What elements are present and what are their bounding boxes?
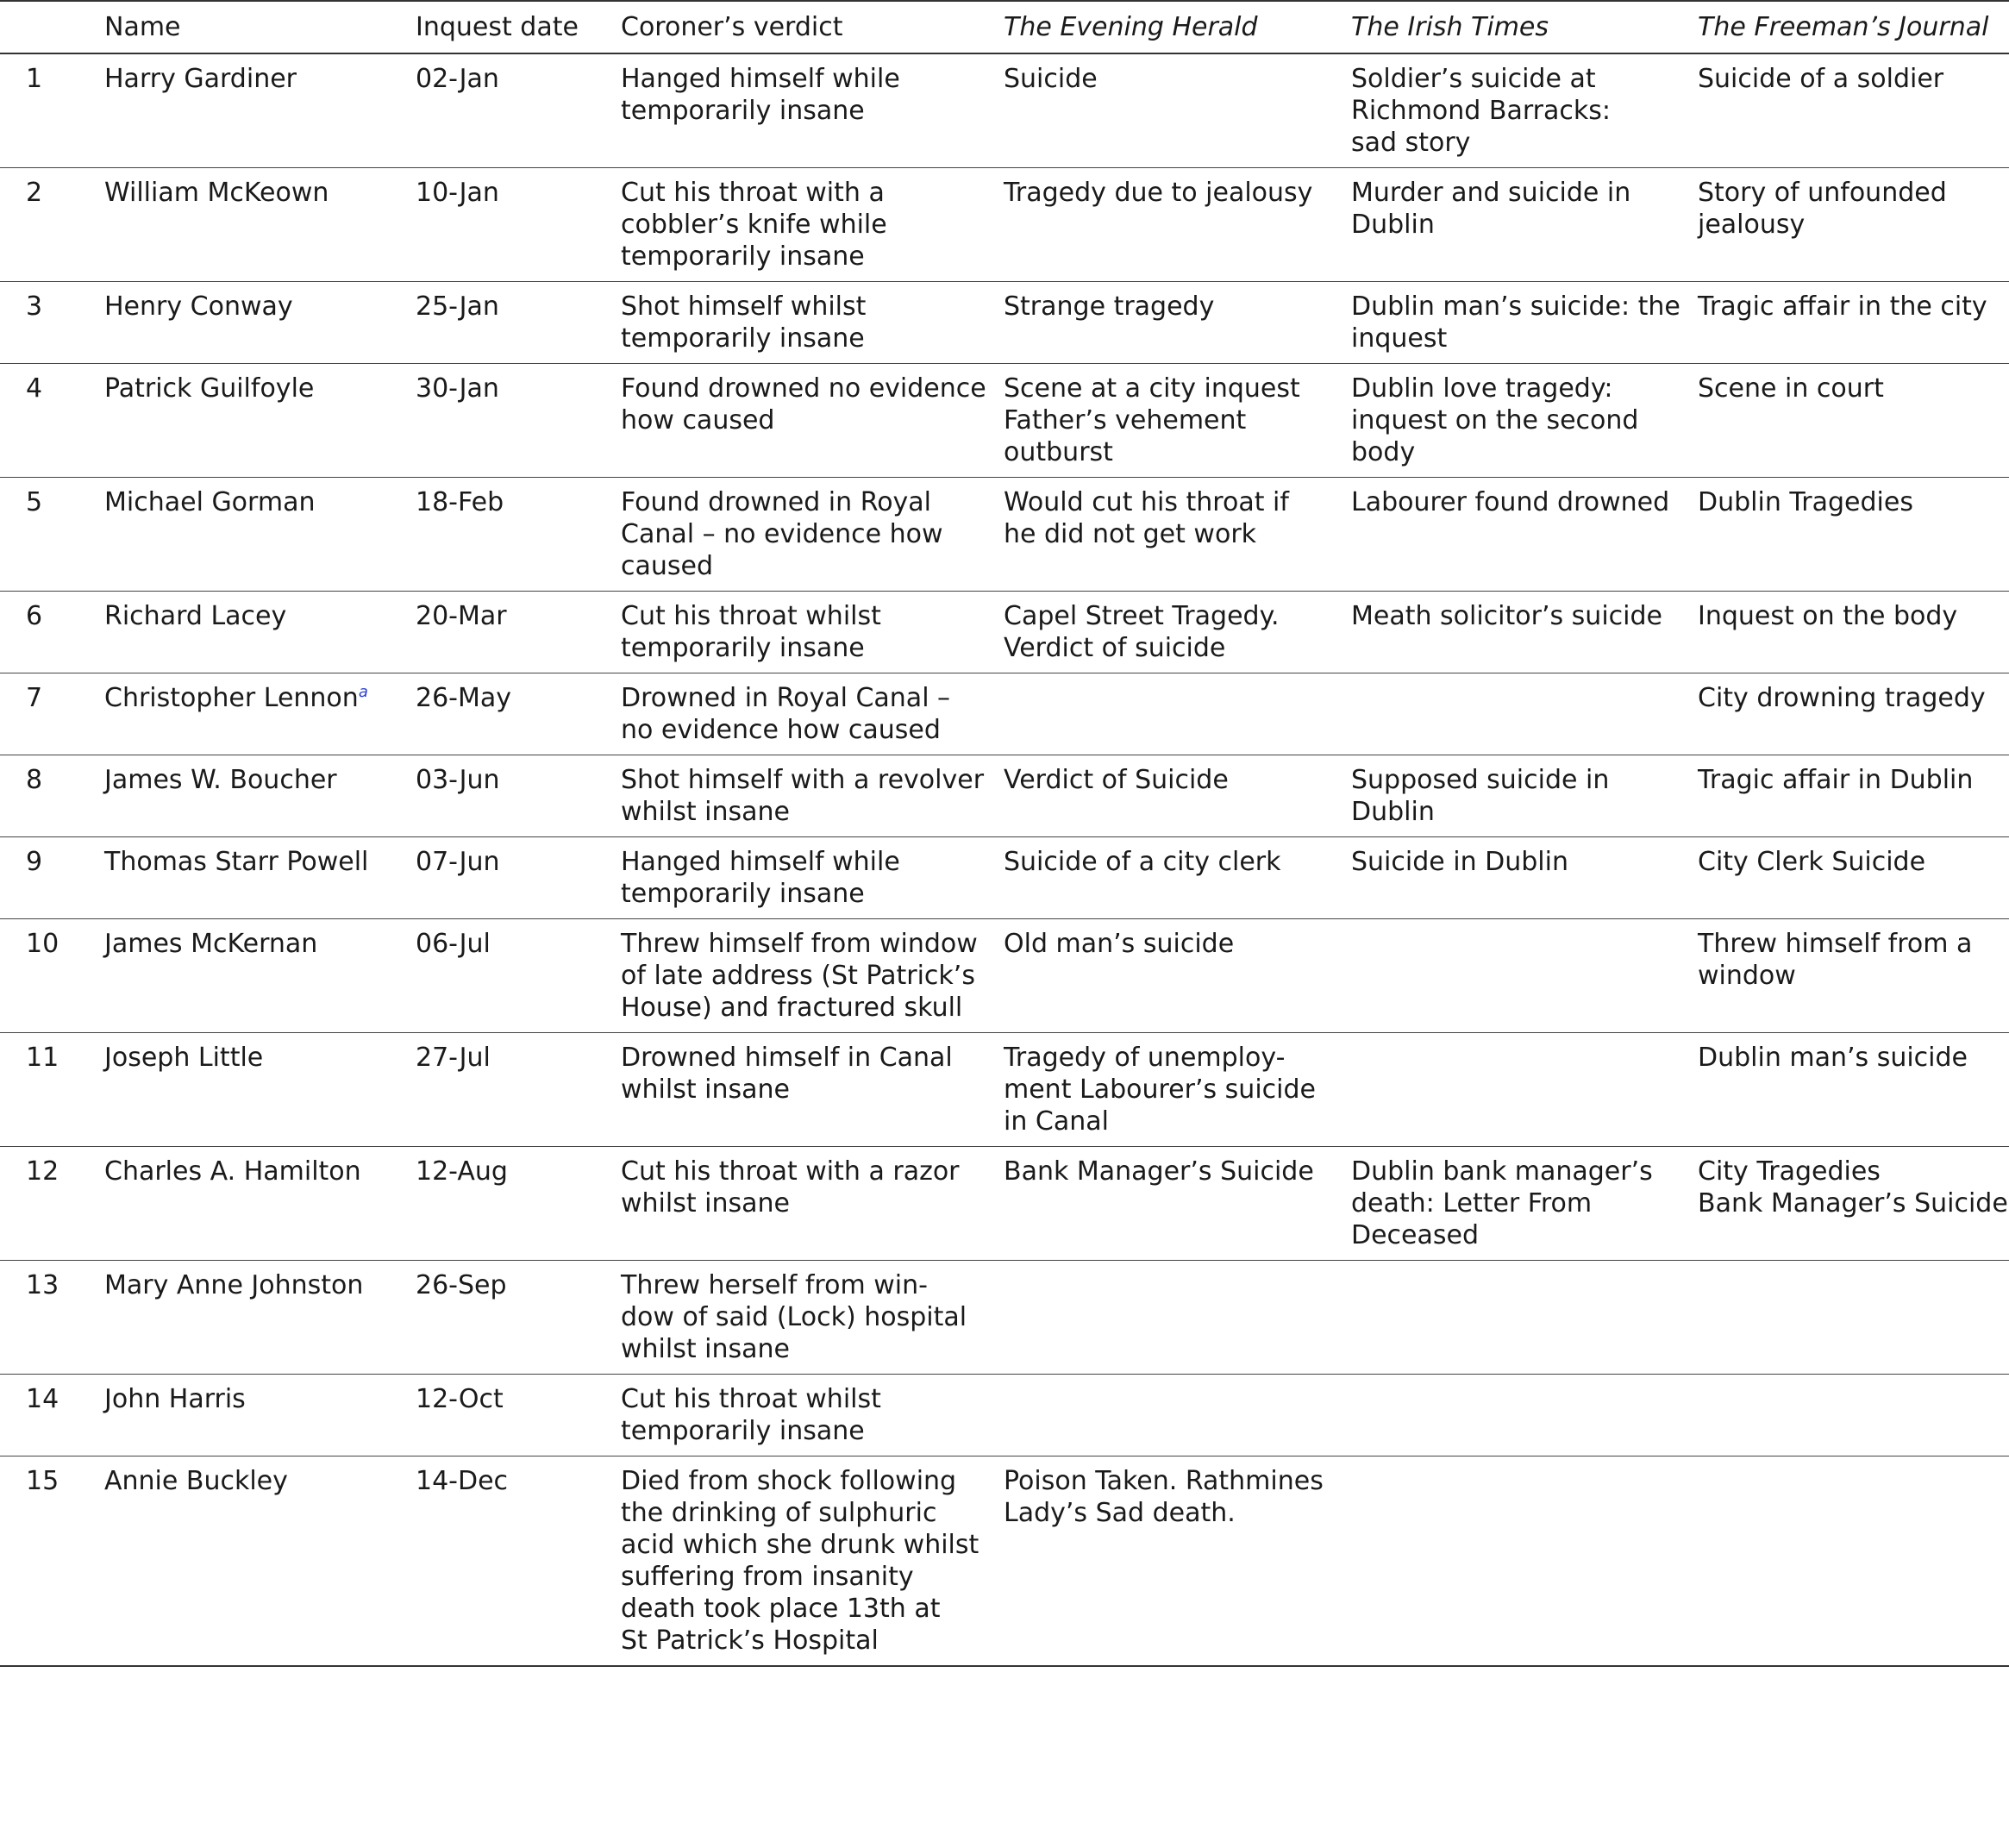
row-evening-herald: Bank Manager’s Suicide <box>1004 1156 1314 1187</box>
table-row <box>0 592 2009 673</box>
row-evening-herald-cell <box>1004 755 1351 837</box>
row-number-cell <box>0 755 104 837</box>
row-number-cell <box>0 1261 104 1375</box>
row-name: Harry Gardiner <box>104 64 297 94</box>
row-evening-herald-cell <box>1004 1375 1351 1456</box>
row-number: 9 <box>26 847 43 877</box>
row-number: 8 <box>26 765 43 795</box>
row-inquest-date-cell <box>416 1147 621 1261</box>
row-freemans-journal: Dublin man’s suicide <box>1698 1043 1968 1073</box>
row-name-cell <box>104 282 416 364</box>
row-name-cell <box>104 1147 416 1261</box>
row-inquest-date-cell <box>416 673 621 755</box>
row-freemans-journal-cell <box>1698 919 2009 1033</box>
row-number-cell <box>0 1456 104 1667</box>
row-irish-times: Suicide in Dublin <box>1351 847 1568 877</box>
row-coroners-verdict: Threw himself from window of late address (St Patrick’s House) and fractured skull <box>621 929 978 1023</box>
row-freemans-journal-cell <box>1698 1375 2009 1456</box>
row-evening-herald: Would cut his throat if he did not get work <box>1004 487 1289 549</box>
row-freemans-journal: Scene in court <box>1698 373 1884 404</box>
row-name: Thomas Starr Powell <box>104 847 369 877</box>
row-irish-times-cell <box>1351 673 1698 755</box>
row-irish-times-cell <box>1351 1456 1698 1667</box>
row-number-cell <box>0 168 104 282</box>
row-name: Patrick Guilfoyle <box>104 373 315 404</box>
row-freemans-journal-cell <box>1698 673 2009 755</box>
row-irish-times-cell <box>1351 755 1698 837</box>
row-freemans-journal-cell <box>1698 282 2009 364</box>
row-inquest-date: 12-Oct <box>416 1384 504 1414</box>
row-inquest-date: 14-Dec <box>416 1466 509 1496</box>
row-coroners-verdict: Cut his throat whilst temporarily insane <box>621 1384 881 1446</box>
row-coroners-verdict-cell <box>621 919 1004 1033</box>
row-coroners-verdict-cell <box>621 592 1004 673</box>
row-name-cell <box>104 1375 416 1456</box>
table-row <box>0 364 2009 478</box>
row-freemans-journal: Inquest on the body <box>1698 601 1958 631</box>
row-inquest-date-cell <box>416 592 621 673</box>
row-coroners-verdict-cell <box>621 282 1004 364</box>
row-inquest-date: 26-May <box>416 683 512 713</box>
row-irish-times-cell <box>1351 53 1698 168</box>
row-inquest-date-cell <box>416 168 621 282</box>
row-coroners-verdict-cell <box>621 53 1004 168</box>
row-freemans-journal: City Tragedies Bank Manager’s Suicide <box>1698 1156 2008 1218</box>
row-freemans-journal: Story of unfounded jealousy <box>1698 178 1947 240</box>
row-coroners-verdict: Found drowned in Royal Canal – no evidence how caused <box>621 487 943 581</box>
row-evening-herald: Poison Taken. Rathmines Lady’s Sad death. <box>1004 1466 1324 1528</box>
row-freemans-journal-cell <box>1698 478 2009 592</box>
footnote-marker[interactable]: a <box>358 683 368 701</box>
row-name-cell <box>104 673 416 755</box>
row-irish-times: Soldier’s suicide at Richmond Barracks: sad story <box>1351 64 1611 158</box>
table-row <box>0 1456 2009 1667</box>
row-name: William McKeown <box>104 178 329 208</box>
row-name-cell <box>104 1456 416 1667</box>
row-freemans-journal-cell <box>1698 1147 2009 1261</box>
row-name-cell <box>104 1261 416 1375</box>
row-irish-times-cell <box>1351 1375 1698 1456</box>
table-row <box>0 1261 2009 1375</box>
row-coroners-verdict: Found drowned no evidence how caused <box>621 373 986 435</box>
row-name-cell <box>104 478 416 592</box>
row-irish-times: Dublin love tragedy: inquest on the second body <box>1351 373 1639 467</box>
row-freemans-journal-cell <box>1698 1033 2009 1147</box>
row-number: 12 <box>26 1156 59 1187</box>
row-name: Christopher Lennon <box>104 683 359 713</box>
row-coroners-verdict: Cut his throat with a cobbler’s knife while temporarily insane <box>621 178 887 272</box>
table-row <box>0 755 2009 837</box>
row-evening-herald-cell <box>1004 478 1351 592</box>
row-evening-herald-cell <box>1004 168 1351 282</box>
row-coroners-verdict-cell <box>621 168 1004 282</box>
row-name: Richard Lacey <box>104 601 287 631</box>
row-inquest-date: 18-Feb <box>416 487 504 517</box>
row-coroners-verdict: Shot himself whilst temporarily insane <box>621 291 867 354</box>
row-freemans-journal: Dublin Tragedies <box>1698 487 1913 517</box>
row-irish-times: Labourer found drowned <box>1351 487 1670 517</box>
row-name-cell <box>104 592 416 673</box>
row-coroners-verdict-cell <box>621 755 1004 837</box>
row-irish-times-cell <box>1351 1033 1698 1147</box>
row-name-cell <box>104 1033 416 1147</box>
row-inquest-date: 26-Sep <box>416 1270 507 1300</box>
row-irish-times: Murder and suicide in Dublin <box>1351 178 1631 240</box>
row-evening-herald-cell <box>1004 282 1351 364</box>
row-freemans-journal-cell <box>1698 755 2009 837</box>
row-number-cell <box>0 282 104 364</box>
table-row <box>0 168 2009 282</box>
row-number: 10 <box>26 929 59 959</box>
row-coroners-verdict-cell <box>621 364 1004 478</box>
row-evening-herald: Old man’s suicide <box>1004 929 1235 959</box>
row-freemans-journal-cell <box>1698 53 2009 168</box>
row-evening-herald: Tragedy of unemploy- ment Labourer’s suicide in Canal <box>1004 1043 1316 1137</box>
row-inquest-date-cell <box>416 1456 621 1667</box>
table-row <box>0 478 2009 592</box>
row-number-cell <box>0 837 104 919</box>
row-name-cell <box>104 919 416 1033</box>
row-coroners-verdict-cell <box>621 1261 1004 1375</box>
row-inquest-date: 10-Jan <box>416 178 499 208</box>
row-number-cell <box>0 1375 104 1456</box>
row-number-cell <box>0 364 104 478</box>
row-evening-herald: Capel Street Tragedy. Verdict of suicide <box>1004 601 1280 663</box>
row-evening-herald-cell <box>1004 1456 1351 1667</box>
row-evening-herald: Suicide of a city clerk <box>1004 847 1281 877</box>
header-irish-times: The Irish Times <box>1351 1 1698 53</box>
table-row <box>0 673 2009 755</box>
row-irish-times: Dublin man’s suicide: the inquest <box>1351 291 1680 354</box>
row-number-cell <box>0 919 104 1033</box>
table-header <box>0 1 2009 53</box>
row-inquest-date: 03-Jun <box>416 765 500 795</box>
row-evening-herald-cell <box>1004 837 1351 919</box>
row-irish-times-cell <box>1351 478 1698 592</box>
table-row <box>0 1033 2009 1147</box>
row-inquest-date: 30-Jan <box>416 373 499 404</box>
row-coroners-verdict-cell <box>621 1033 1004 1147</box>
row-irish-times-cell <box>1351 168 1698 282</box>
row-inquest-date-cell <box>416 364 621 478</box>
row-inquest-date-cell <box>416 282 621 364</box>
row-coroners-verdict-cell <box>621 1456 1004 1667</box>
row-number-cell <box>0 592 104 673</box>
row-coroners-verdict: Drowned himself in Canal whilst insane <box>621 1043 953 1105</box>
row-inquest-date-cell <box>416 53 621 168</box>
row-coroners-verdict: Died from shock following the drinking of sulphuric acid which she drunk whilst suffering from insanity death took place 13th at St Patrick’s Hospital <box>621 1466 979 1656</box>
row-evening-herald-cell <box>1004 592 1351 673</box>
table-row <box>0 53 2009 168</box>
row-evening-herald-cell <box>1004 53 1351 168</box>
row-evening-herald-cell <box>1004 1261 1351 1375</box>
row-coroners-verdict: Drowned in Royal Canal – no evidence how caused <box>621 683 951 745</box>
row-name-cell <box>104 53 416 168</box>
header-coroners-verdict: Coroner’s verdict <box>621 1 1004 53</box>
row-evening-herald-cell <box>1004 673 1351 755</box>
row-name-cell <box>104 755 416 837</box>
row-irish-times-cell <box>1351 837 1698 919</box>
row-irish-times: Meath solicitor’s suicide <box>1351 601 1662 631</box>
row-evening-herald: Suicide <box>1004 64 1098 94</box>
row-inquest-date-cell <box>416 919 621 1033</box>
row-number: 3 <box>26 291 43 322</box>
row-name: Charles A. Hamilton <box>104 1156 361 1187</box>
row-inquest-date-cell <box>416 837 621 919</box>
row-number-cell <box>0 478 104 592</box>
header-row <box>0 1 2009 53</box>
row-freemans-journal: City drowning tragedy <box>1698 683 1986 713</box>
row-evening-herald: Tragedy due to jealousy <box>1004 178 1313 208</box>
row-name: Joseph Little <box>104 1043 264 1073</box>
row-name: Mary Anne Johnston <box>104 1270 364 1300</box>
row-number: 15 <box>26 1466 59 1496</box>
row-coroners-verdict-cell <box>621 673 1004 755</box>
row-inquest-date-cell <box>416 478 621 592</box>
row-freemans-journal-cell <box>1698 168 2009 282</box>
row-freemans-journal-cell <box>1698 1456 2009 1667</box>
row-freemans-journal: Suicide of a soldier <box>1698 64 1944 94</box>
row-number: 2 <box>26 178 43 208</box>
row-inquest-date: 12-Aug <box>416 1156 508 1187</box>
row-number: 5 <box>26 487 43 517</box>
row-freemans-journal-cell <box>1698 364 2009 478</box>
row-name-cell <box>104 364 416 478</box>
row-number: 4 <box>26 373 43 404</box>
row-irish-times: Dublin bank manager’s death: Letter From Deceased <box>1351 1156 1653 1250</box>
row-name: John Harris <box>104 1384 246 1414</box>
row-coroners-verdict: Cut his throat with a razor whilst insane <box>621 1156 960 1218</box>
table-row <box>0 282 2009 364</box>
row-evening-herald: Strange tragedy <box>1004 291 1215 322</box>
row-inquest-date-cell <box>416 755 621 837</box>
row-freemans-journal: Tragic affair in Dublin <box>1698 765 1974 795</box>
table-row <box>0 1375 2009 1456</box>
row-coroners-verdict: Shot himself with a revolver whilst insane <box>621 765 985 827</box>
table-body <box>0 53 2009 1666</box>
row-coroners-verdict-cell <box>621 1375 1004 1456</box>
row-irish-times: Supposed suicide in Dublin <box>1351 765 1610 827</box>
row-inquest-date-cell <box>416 1033 621 1147</box>
table-row <box>0 1147 2009 1261</box>
row-name: Michael Gorman <box>104 487 316 517</box>
row-name: Annie Buckley <box>104 1466 288 1496</box>
row-irish-times-cell <box>1351 282 1698 364</box>
row-name: Henry Conway <box>104 291 293 322</box>
row-freemans-journal-cell <box>1698 837 2009 919</box>
row-number-cell <box>0 1033 104 1147</box>
row-number-cell <box>0 1147 104 1261</box>
row-coroners-verdict: Hanged himself while temporarily insane <box>621 847 900 909</box>
row-inquest-date: 27-Jul <box>416 1043 491 1073</box>
row-number: 14 <box>26 1384 59 1414</box>
row-freemans-journal-cell <box>1698 1261 2009 1375</box>
row-freemans-journal: Threw himself from a window <box>1698 929 1973 991</box>
table-row <box>0 919 2009 1033</box>
row-inquest-date-cell <box>416 1261 621 1375</box>
header-evening-herald: The Evening Herald <box>1004 1 1351 53</box>
row-evening-herald-cell <box>1004 919 1351 1033</box>
row-number: 13 <box>26 1270 59 1300</box>
row-evening-herald-cell <box>1004 1147 1351 1261</box>
row-freemans-journal-cell <box>1698 592 2009 673</box>
row-name: James W. Boucher <box>104 765 337 795</box>
row-name: James McKernan <box>104 929 318 959</box>
row-name-cell <box>104 837 416 919</box>
row-evening-herald-cell <box>1004 1033 1351 1147</box>
row-number: 7 <box>26 683 43 713</box>
header-name: Name <box>104 1 416 53</box>
row-inquest-date-cell <box>416 1375 621 1456</box>
row-irish-times-cell <box>1351 919 1698 1033</box>
row-coroners-verdict-cell <box>621 1147 1004 1261</box>
row-evening-herald: Verdict of Suicide <box>1004 765 1229 795</box>
row-inquest-date: 25-Jan <box>416 291 499 322</box>
row-irish-times-cell <box>1351 1261 1698 1375</box>
row-coroners-verdict-cell <box>621 837 1004 919</box>
row-coroners-verdict-cell <box>621 478 1004 592</box>
row-freemans-journal: Tragic affair in the city <box>1698 291 1987 322</box>
row-coroners-verdict: Hanged himself while temporarily insane <box>621 64 900 126</box>
row-irish-times-cell <box>1351 592 1698 673</box>
table-row <box>0 837 2009 919</box>
row-number: 1 <box>26 64 43 94</box>
row-evening-herald-cell <box>1004 364 1351 478</box>
row-evening-herald: Scene at a city inquest Father’s vehement outburst <box>1004 373 1300 467</box>
row-irish-times-cell <box>1351 364 1698 478</box>
row-inquest-date: 06-Jul <box>416 929 491 959</box>
row-inquest-date: 07-Jun <box>416 847 500 877</box>
row-inquest-date: 02-Jan <box>416 64 499 94</box>
row-name-cell <box>104 168 416 282</box>
row-irish-times-cell <box>1351 1147 1698 1261</box>
row-number-cell <box>0 673 104 755</box>
header-number <box>0 1 104 53</box>
row-number-cell <box>0 53 104 168</box>
header-freemans-journal: The Freeman’s Journal <box>1698 1 2009 53</box>
row-number: 11 <box>26 1043 59 1073</box>
row-coroners-verdict: Cut his throat whilst temporarily insane <box>621 601 881 663</box>
row-number: 6 <box>26 601 43 631</box>
row-inquest-date: 20-Mar <box>416 601 507 631</box>
row-coroners-verdict: Threw herself from win- dow of said (Lock) hospital whilst insane <box>621 1270 967 1364</box>
header-inquest-date: Inquest date <box>416 1 621 53</box>
row-freemans-journal: City Clerk Suicide <box>1698 847 1926 877</box>
